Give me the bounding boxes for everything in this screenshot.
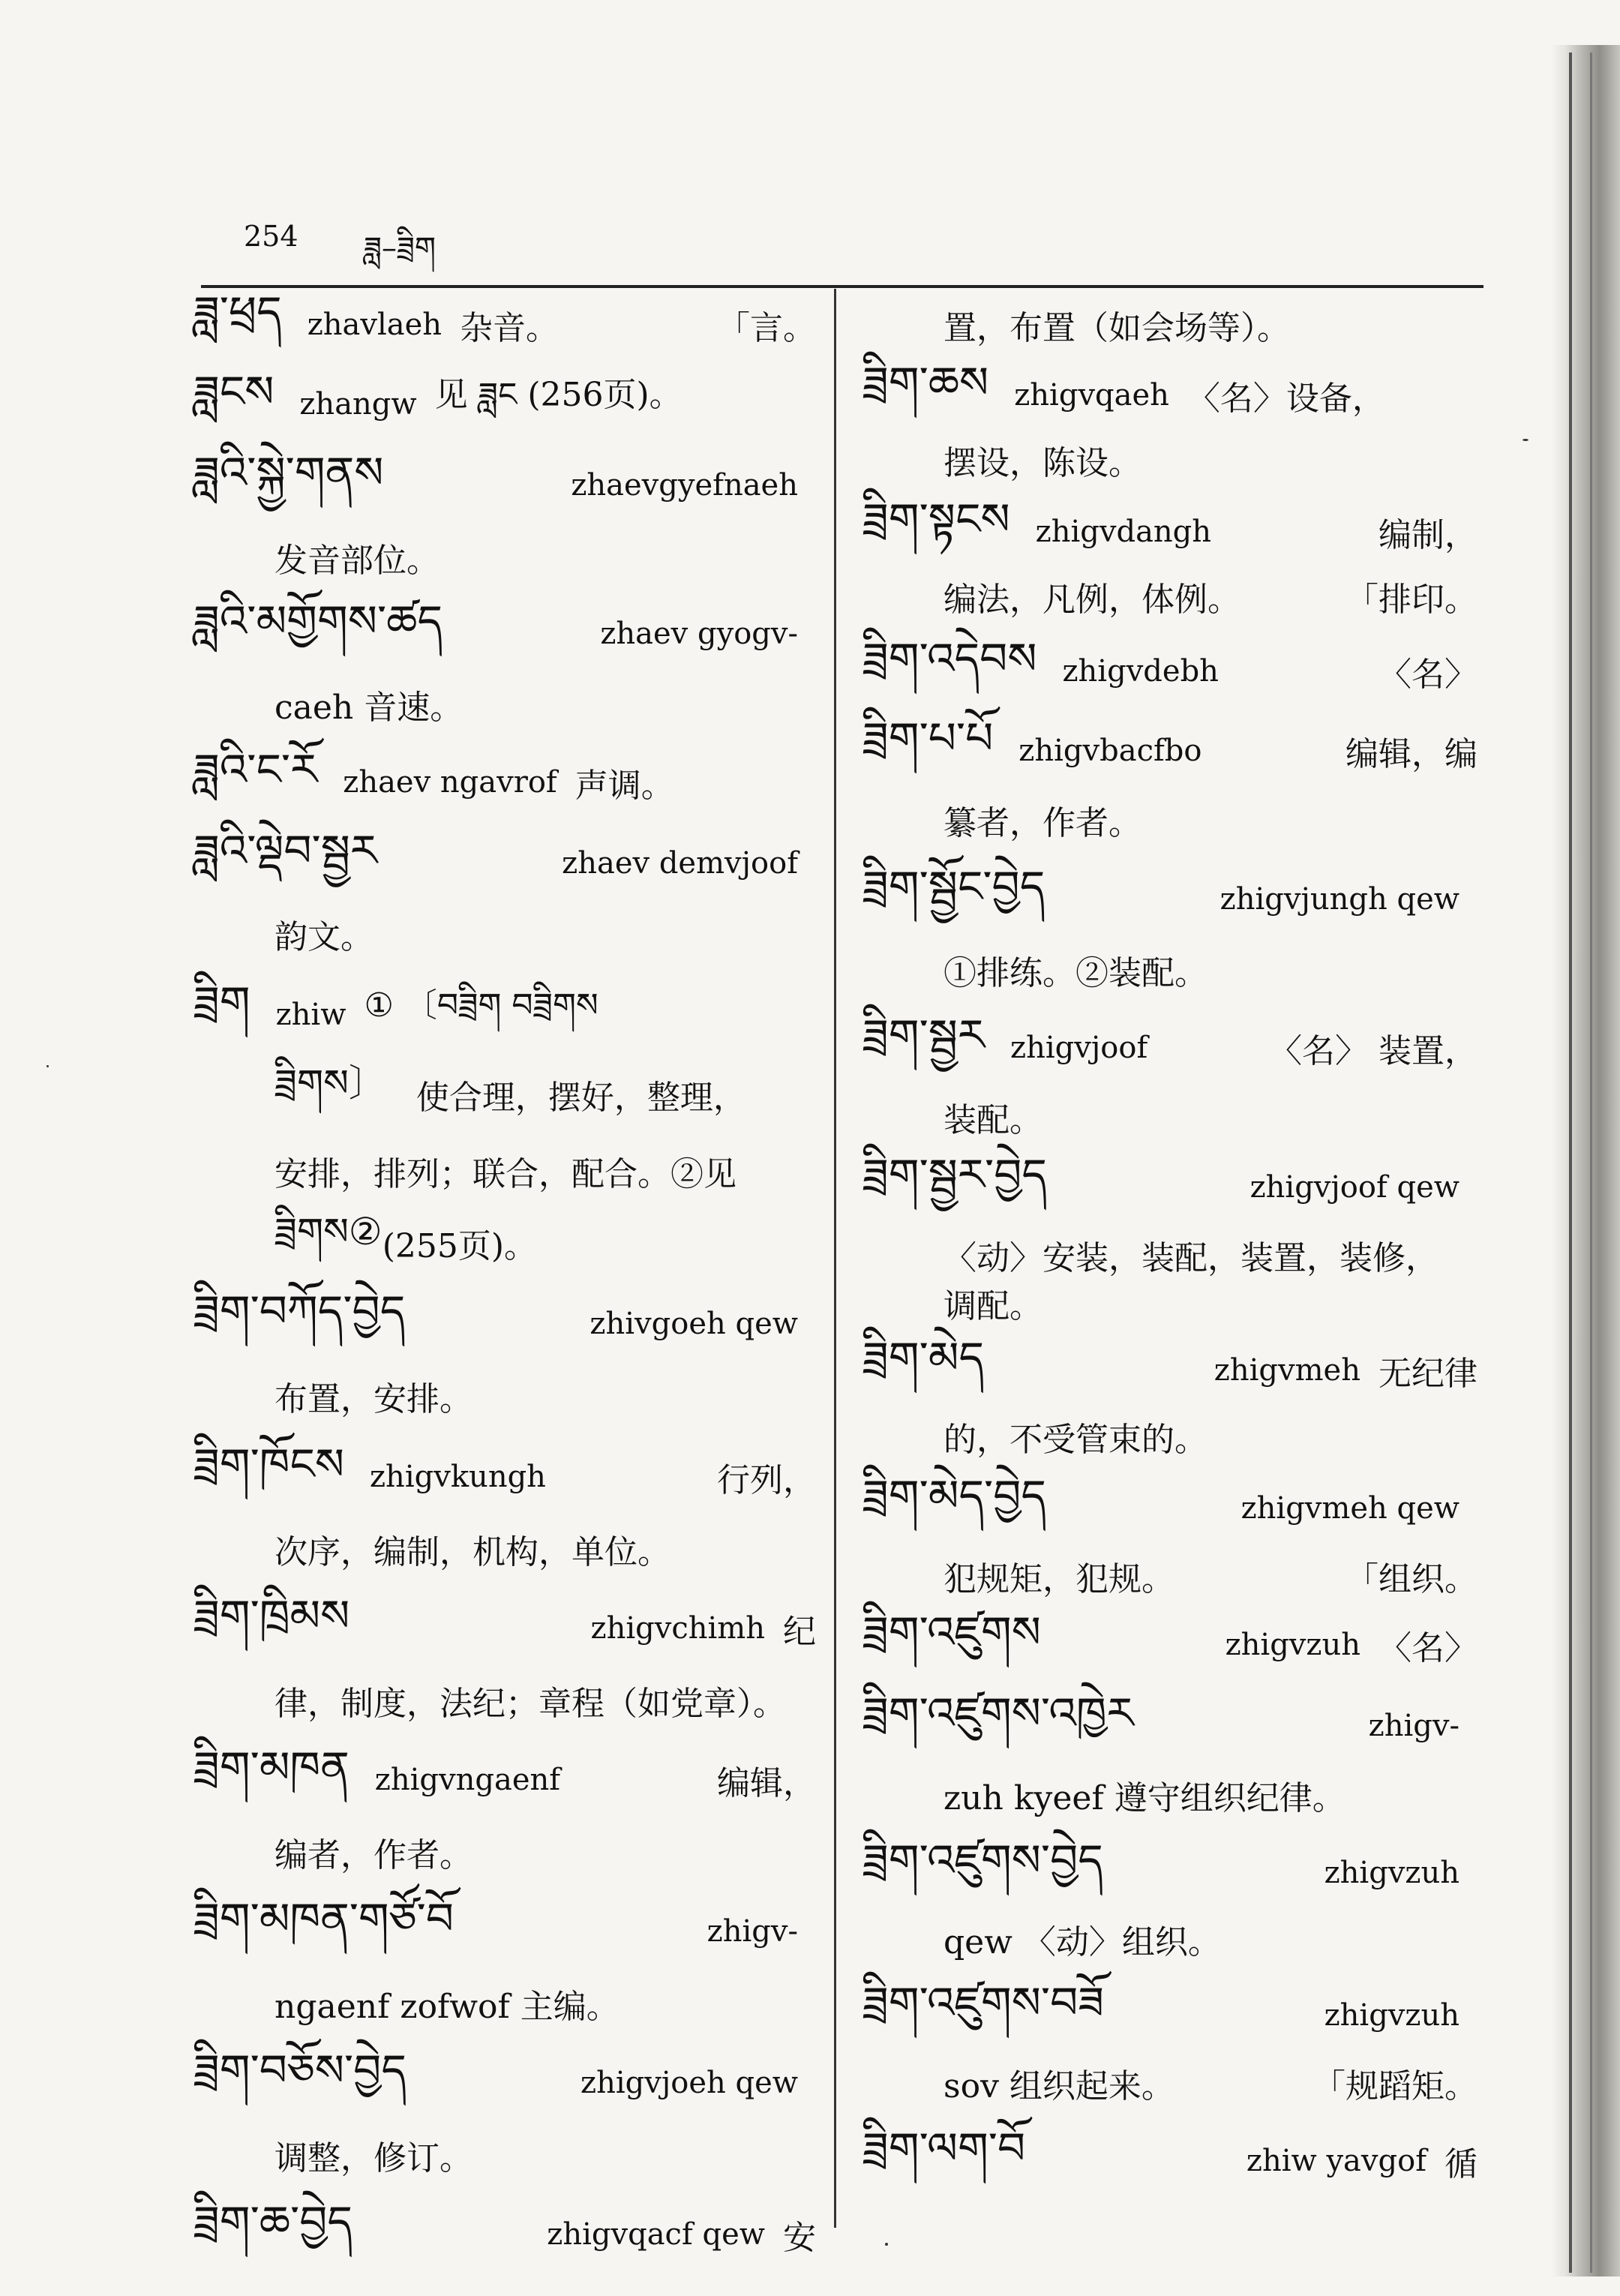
entry-text: 的，不受管束的。	[944, 1421, 1208, 1459]
running-head: ཟླ–ཟྲིག	[364, 231, 436, 266]
dictionary-entry	[862, 1687, 1478, 1762]
dictionary-entry	[862, 1009, 1478, 1084]
entry-continuation	[944, 289, 1478, 361]
entry-headword: ཟྲིག་འདེབས	[862, 632, 1037, 684]
dictionary-entry	[194, 1892, 816, 1967]
column-divider	[834, 289, 836, 2228]
dictionary-entry	[194, 824, 816, 899]
entry-text: zuh kyeef 遵守组织纪律。	[944, 1779, 1346, 1817]
dictionary-entry	[862, 1834, 1478, 1909]
entry-phonetic: zhigvjoof	[1010, 1031, 1148, 1065]
entry-continuation	[274, 1360, 816, 1432]
entry-phonetic: zhigvmeh	[1214, 1353, 1360, 1388]
entry-headword: ཟྲིག་མཁན་གཙོ་བོ	[194, 1892, 454, 1944]
page-edge-line	[1569, 53, 1572, 2273]
entry-text: 装配。	[944, 1101, 1042, 1139]
entry-headword: ཟྲིག་ཆས	[862, 356, 989, 408]
entry-headword: ཟྲིག་བཀོད་བྱེད	[194, 1285, 406, 1337]
entry-phonetic: zhigvzuh	[1225, 1628, 1360, 1662]
entry-phonetic: zhigvdebh	[1062, 654, 1219, 689]
entry-text: 置，布置（如会场等）。	[944, 309, 1290, 347]
entry-footnote: 「组织。	[1346, 1560, 1478, 1598]
entry-continuation	[274, 668, 816, 740]
entry-phonetic: zhigvdangh	[1035, 515, 1212, 549]
dictionary-entry	[862, 2122, 1478, 2197]
dictionary-entry	[194, 1741, 816, 1816]
dictionary-entry	[862, 1976, 1478, 2051]
scan-speck	[885, 2243, 888, 2246]
entry-continuation	[944, 1267, 1478, 1339]
entry-continuation	[944, 424, 1478, 496]
entry-phonetic: zhigvmeh qew	[1240, 1491, 1460, 1526]
entry-phonetic: zhiw	[275, 998, 346, 1032]
dictionary-entry	[194, 2044, 816, 2119]
scan-speck	[1522, 439, 1528, 441]
entry-phonetic: zhivgoeh qew	[590, 1307, 798, 1341]
entry-phonetic: zhigvzuh	[1324, 1998, 1460, 2033]
entry-continuation	[274, 1664, 816, 1736]
page-number: 254	[244, 220, 298, 253]
dictionary-entry	[862, 860, 1478, 935]
entry-phonetic: zhigv-	[1368, 1709, 1460, 1743]
entry-text: sov 组织起来。	[944, 2067, 1174, 2105]
entry-definition: 行列，	[717, 1461, 816, 1499]
entry-continuation	[274, 1058, 816, 1130]
dictionary-entry	[194, 2195, 816, 2270]
entry-text: ①排练。②装配。	[944, 954, 1208, 992]
entry-text: 布置，安排。	[274, 1380, 472, 1418]
entry-text: 调配。	[944, 1287, 1042, 1325]
entry-headword: ཟྲིག་ལག་བོ	[862, 2122, 1026, 2174]
entry-phonetic: zhaev gyogv-	[600, 617, 798, 651]
entry-definition: 纪	[783, 1613, 816, 1651]
entry-definition: 〈名〉 装置，	[1269, 1032, 1478, 1070]
entry-phonetic: zhiw yavgof	[1246, 2144, 1426, 2178]
entry-text: 纂者，作者。	[944, 804, 1142, 842]
entry-definition: 循	[1444, 2145, 1478, 2183]
entry-text: 编者，作者。	[274, 1836, 472, 1874]
entry-definition: 安	[783, 2219, 816, 2257]
dictionary-entry	[862, 356, 1478, 431]
entry-headword: ཟྲིག་སྟངས	[862, 493, 1010, 545]
entry-headword: ཟྲིག་འཛུགས་བཟོ	[862, 1976, 1105, 2028]
page-edge-shadow	[1551, 45, 1620, 2276]
entry-phonetic: zhigvjoof qew	[1250, 1170, 1460, 1205]
entry-definition: 杂音。	[460, 309, 560, 347]
entry-phonetic: zhigvjungh qew	[1220, 882, 1460, 917]
entry-text: caeh 音速。	[274, 689, 464, 727]
entry-definition: 〈名〉设备，	[1186, 380, 1385, 418]
dictionary-entry	[194, 1285, 816, 1360]
entry-headword: ཟླའི་ལྡེབ་སྦྱར	[194, 824, 377, 876]
dictionary-entry	[862, 712, 1478, 787]
entry-definition: 声调。	[574, 767, 674, 805]
dictionary-entry	[862, 493, 1478, 568]
dictionary-entry	[862, 1331, 1478, 1406]
dictionary-entry	[194, 595, 816, 670]
entry-phonetic: zhigvzuh	[1324, 1856, 1460, 1890]
entry-headword: ཟྲིག་སྦྱར་བྱེད	[862, 1148, 1047, 1200]
entry-definition: 编制，	[1378, 516, 1478, 554]
entry-definition: 编辑，	[717, 1764, 816, 1802]
entry-headword: ཟྲིག་ཆ་བྱེད	[194, 2195, 352, 2247]
entry-text: 律，制度，法纪；章程（如党章）。	[274, 1685, 786, 1723]
entry-headword: ཟྲིག་ཁོངས	[194, 1438, 344, 1490]
entry-text: 韵文。	[274, 918, 374, 956]
entry-phonetic: zhaev ngavrof	[343, 765, 557, 800]
entry-definition: ① 〔བཟྲིག བཟྲིགས	[364, 986, 598, 1025]
entry-text: (255页)。	[382, 1227, 538, 1265]
entry-headword: ཟྲིག་ཁྲིམས	[194, 1589, 350, 1641]
entry-footnote: 「排印。	[1346, 581, 1478, 619]
entry-tibetan-text: ཟྲིགས②	[274, 1210, 382, 1253]
entry-text: qew 〈动〉组织。	[944, 1923, 1221, 1961]
entry-definition: 无纪律	[1378, 1355, 1478, 1393]
entry-headword: ཟྲིག་འཛུགས	[862, 1606, 1041, 1658]
entry-text: 调整，修订。	[274, 2139, 472, 2177]
dictionary-entry	[194, 1589, 816, 1664]
dictionary-entry	[194, 286, 816, 361]
entry-headword: ཟླའི་སྐྱེ་གནས	[194, 446, 384, 498]
entry-footnote: 「规蹈矩。	[1312, 2067, 1478, 2105]
entry-text: 犯规矩，犯规。	[944, 1560, 1174, 1598]
entry-headword: ཟླ་ཕྲད	[194, 286, 282, 338]
entry-headword: ཟྲིག་མེད་བྱེད	[862, 1469, 1046, 1521]
entry-text: ngaenf zofwof 主编。	[274, 1988, 620, 2026]
entry-headword: ཟླངས	[194, 365, 274, 417]
entry-headword: ཟླའི་ང་རོ	[194, 743, 318, 795]
entry-phonetic: zhigvngaenf	[374, 1763, 561, 1797]
dictionary-entry	[862, 1469, 1478, 1544]
entry-continuation	[274, 2119, 816, 2191]
entry-definition: 〈名〉	[1378, 1629, 1478, 1667]
entry-headword: ཟྲིག་མཁན	[194, 1741, 350, 1793]
dictionary-entry	[194, 446, 816, 521]
entry-text: 编法，凡例，体例。	[944, 581, 1240, 619]
entry-headword: ཟྲིག་མེད	[862, 1331, 985, 1383]
entry-text: 使合理，摆好，整理，	[416, 1079, 746, 1117]
dictionary-entry	[862, 1148, 1478, 1223]
entry-headword: ཟྲིག་སྦྱར	[862, 1009, 986, 1061]
entry-phonetic: zhigvkungh	[369, 1460, 546, 1494]
entry-text: 摆设，陈设。	[944, 444, 1142, 482]
entry-continuation	[274, 1513, 816, 1585]
entry-headword: ཟྲིག་འཛུགས་བྱེད	[862, 1834, 1103, 1886]
entry-continuation	[944, 934, 1478, 1006]
entry-phonetic: zhigv-	[706, 1914, 798, 1949]
header-rule	[201, 285, 1484, 288]
entry-phonetic: zhavlaeh	[307, 308, 442, 342]
entry-phonetic: zhigvjoeh qew	[580, 2066, 798, 2100]
entry-phonetic: zhangw	[299, 387, 417, 422]
entry-phonetic: zhigvbacfbo	[1018, 734, 1202, 768]
entry-headword: ཟྲིག་སྦྱོང་བྱེད	[862, 860, 1046, 912]
entry-tibetan-text: ཟྲིགས〕	[274, 1061, 386, 1105]
entry-headword: ཟྲིག་པ་པོ	[862, 712, 994, 764]
entry-text: 发音部位。	[274, 542, 440, 580]
entry-phonetic: zhigvchimh	[590, 1611, 765, 1646]
entry-phonetic: zhigvqaeh	[1014, 378, 1169, 413]
scan-speck	[46, 1065, 49, 1067]
entry-headword: ཟྲིག	[194, 976, 250, 1028]
entry-definition: 〈名〉	[1378, 656, 1478, 694]
entry-phonetic: zhaevgyefnaeh	[571, 468, 798, 503]
entry-text: 〈动〉安装，装配，装置，装修，	[944, 1239, 1438, 1277]
entry-footnote: 「言。	[717, 309, 816, 347]
dictionary-entry	[194, 1438, 816, 1513]
entry-text: 次序，编制，机构，单位。	[274, 1533, 670, 1571]
entry-headword: ཟྲིག་འཛུགས་འཁྱེར	[862, 1687, 1134, 1739]
entry-phonetic: zhigvqacf qew	[547, 2217, 765, 2252]
entry-text: 安排，排列；联合，配合。②见	[274, 1155, 736, 1193]
entry-headword: ཟླའི་མགྱོགས་ཚད	[194, 595, 443, 647]
page-edge-line	[1590, 53, 1592, 2273]
entry-phonetic: zhaev demvjoof	[562, 846, 798, 881]
entry-definition: 见 ཟླང (256页)。	[434, 376, 682, 414]
entry-continuation	[274, 898, 816, 970]
dictionary-entry	[194, 976, 816, 1051]
entry-headword: ཟྲིག་བཅོས་བྱེད	[194, 2044, 406, 2096]
entry-definition: 编辑，编	[1346, 735, 1478, 773]
